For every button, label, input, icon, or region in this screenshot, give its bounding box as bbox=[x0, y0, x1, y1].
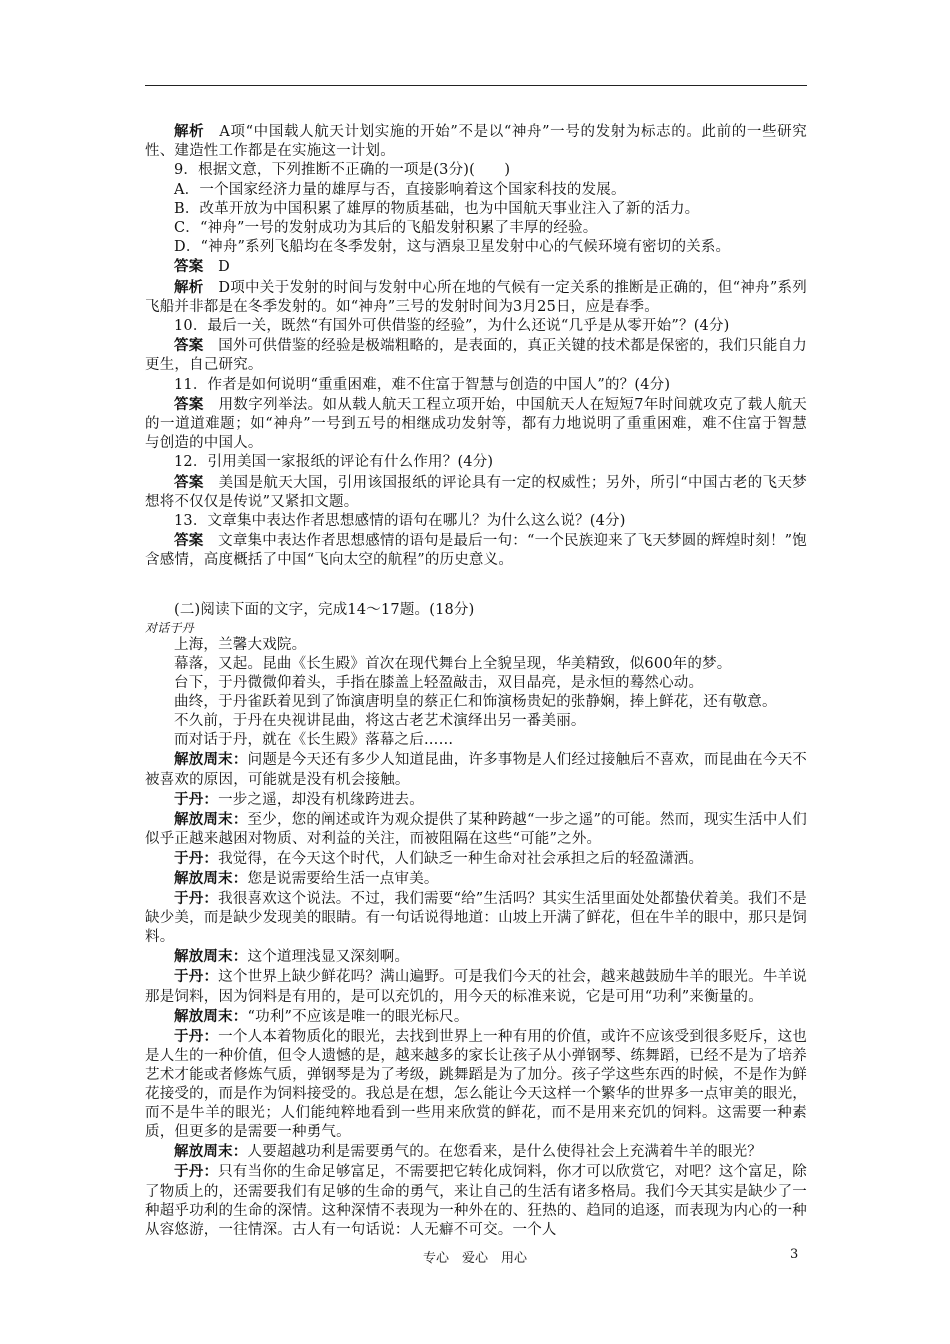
intro-paragraph: 而对话于丹，就在《长生殿》落幕之后…… bbox=[174, 732, 454, 749]
speaker-label: 解放周末： bbox=[174, 948, 248, 966]
speaker-label: 解放周末： bbox=[174, 1143, 248, 1161]
analysis-text: D项中关于发射的时间与发射中心所在地的气候有一定关系的推断是正确的，但“神舟”系列飞船并非都是在冬季发射的。如“神舟”三号的发射时间为3月25日，应是春季。 bbox=[145, 279, 808, 315]
speaker-label: 于丹： bbox=[174, 1027, 219, 1045]
intro-paragraph: 不久前，于丹在央视讲昆曲，将这古老艺术演绎出另一番美丽。 bbox=[174, 713, 586, 730]
q9-option-d: D．“神舟”系列飞船均在冬季发射，这与酒泉卫星发射中心的气候环境有密切的关系。 bbox=[174, 239, 731, 256]
dialogue-text: 我觉得，在今天这个时代，人们缺乏一种生命对社会承担之后的轻盈潇洒。 bbox=[218, 850, 704, 867]
section-heading: (二)阅读下面的文字，完成14～17题。(18分) bbox=[174, 601, 475, 618]
page-number: 3 bbox=[790, 1247, 799, 1262]
answer-label: 答案 bbox=[174, 395, 204, 413]
intro-paragraph: 曲终，于丹雀跃着见到了饰演唐明皇的蔡正仁和饰演杨贵妃的张静娴，捧上鲜花，还有敬意。 bbox=[174, 694, 777, 711]
dialogue-line bbox=[145, 1142, 807, 1162]
section-spacer bbox=[145, 571, 807, 601]
answer-text: 用数字列举法。如从载人航天工程立项开始，中国航天人在短短7年时间就攻克了载人航天的一道道难题；如“神舟”一号到五号的相继成功发射等，都有力地说明了重重困难，难不住富于智慧与创造的中国人。 bbox=[145, 396, 808, 452]
q12-stem: 12．引用美国一家报纸的评论有什么作用？(4分) bbox=[174, 454, 494, 471]
dialogue-line bbox=[145, 750, 807, 789]
dialogue-line bbox=[145, 967, 807, 1006]
intro-paragraph: 台下，于丹微微仰着头，手指在膝盖上轻盈敲击，双目晶亮，是永恒的蓦然心动。 bbox=[174, 675, 704, 692]
speaker-label: 解放周末： bbox=[174, 1007, 248, 1025]
dialogue-text: 一个人本着物质化的眼光，去找到世界上一种有用的价值，或许不应该受到很多贬斥，这也是人生的一种价值，但令人遗憾的是，越来越多的家长让孩子从小弹钢琴、练舞蹈，已经不是为了培养艺术才能或者修炼气质，弹钢琴是为了考级，跳舞蹈是为了加分。孩子学这些东西的时候，不是作为鲜花接受的，而是作为饲料接受的。我总是在想，怎么能让今天这样一个繁华的世界多一点审美的眼光，而不是牛羊的眼光；人们能纯粹地看到一些用来欣赏的鲜花，而不是用来充饥的饲料。这需要一种素质，但更多的是需要一种勇气。 bbox=[145, 1028, 807, 1141]
q9-stem: 9．根据文意，下列推断不正确的一项是(3分)( ) bbox=[174, 162, 511, 179]
dialogue-text: 一步之遥，却没有机缘跨进去。 bbox=[218, 791, 424, 808]
answer-text: 国外可供借鉴的经验是极端粗略的，是表面的，真正关键的技术都是保密的，我们只能自力更生，自己研究。 bbox=[145, 338, 808, 374]
speaker-label: 解放周末： bbox=[174, 810, 248, 828]
q13-stem: 13．文章集中表达作者思想感情的语句在哪儿？为什么这么说？(4分) bbox=[174, 513, 626, 530]
q10-answer bbox=[145, 336, 807, 375]
dialogue-text: 我很喜欢这个说法。不过，我们需要“给”生活吗？其实生活里面处处都蛰伏着美。我们不是缺少美，而是缺少发现美的眼睛。有一句话说得地道：山坡上开满了鲜花，但在牛羊的眼中，那只是饲料。 bbox=[145, 891, 807, 946]
q12-answer bbox=[145, 473, 807, 512]
answer-label: 答案 bbox=[174, 258, 204, 276]
dialogue-line bbox=[145, 947, 807, 967]
intro-paragraph: 上海，兰馨大戏院。 bbox=[174, 636, 307, 653]
dialogue-text: 您是说需要给生活一点审美。 bbox=[247, 871, 439, 887]
dialogue-text: 这个世界上缺少鲜花吗？满山遍野。可是我们今天的社会，越来越鼓励牛羊的眼光。牛羊说那是饲料，因为饲料是有用的，是可以充饥的，用今天的标准来说，它是可用“功利”来衡量的。 bbox=[145, 969, 807, 1005]
q9-option-b: B．改革开放为中国积累了雄厚的物质基础，也为中国航天事业注入了新的活力。 bbox=[174, 200, 700, 217]
dialogue-text: “功利”不应该是唯一的眼光标尺。 bbox=[247, 1008, 469, 1025]
dialogue-line bbox=[145, 849, 807, 869]
analysis-label: 解析 bbox=[174, 123, 205, 140]
dialogue-text: 问题是今天还有多少人知道昆曲，许多事物是人们经过接触后不喜欢，而昆曲在今天不被喜欢的原因，可能就是没有机会接触。 bbox=[145, 752, 807, 788]
q11-stem: 11．作者是如何说明“重重困难，难不住富于智慧与创造的中国人”的？(4分) bbox=[174, 376, 671, 393]
q11-answer bbox=[145, 395, 807, 454]
answer-text: D bbox=[218, 259, 230, 276]
answer-label: 答案 bbox=[174, 532, 204, 550]
speaker-label: 于丹： bbox=[174, 1163, 219, 1181]
speaker-label: 解放周末： bbox=[174, 751, 248, 769]
footer-motto: 专心 爱心 用心 bbox=[422, 1251, 527, 1266]
analysis-label: 解析 bbox=[174, 278, 204, 296]
q9-analysis bbox=[145, 278, 807, 317]
dialogue-text: 只有当你的生命足够富足，不需要把它转化成饲料，你才可以欣赏它，对吧？这个富足，除了物质上的，还需要我们有足够的生命的勇气，来让自己的生活有诸多格局。我们今天其实是缺少了一种超乎功利的生命的深情。这种深情不表现为一种外在的、狂热的、趋同的追逐，而表现为内心的一种从容悠游，一往情深。古人有一句话说：人无癖不可交。一个人 bbox=[145, 1164, 807, 1238]
dialogue-text: 这个道理浅显又深刻啊。 bbox=[247, 949, 410, 966]
q9-option-a: A．一个国家经济力量的雄厚与否，直接影响着这个国家科技的发展。 bbox=[174, 181, 626, 198]
dialogue-line bbox=[145, 810, 807, 849]
speaker-label: 于丹： bbox=[174, 890, 219, 908]
dialogue-line bbox=[145, 869, 807, 889]
dialogue-text: 至少，您的阐述或许为观众提供了某种跨越“一步之遥”的可能。然而，现实生活中人们似乎正越来越困对物质、对利益的关注，而被阻隔在这些“可能”之外。 bbox=[145, 811, 808, 847]
page-content bbox=[145, 122, 807, 1240]
answer-text: 美国是航天大国，引用该国报纸的评论具有一定的权威性；另外，所引“中国古老的飞天梦想将不仅仅是传说”又紧扣文题。 bbox=[145, 474, 807, 510]
dialogue-line bbox=[145, 1007, 807, 1027]
header-rule bbox=[145, 85, 807, 86]
story-body bbox=[145, 636, 807, 1240]
speaker-label: 于丹： bbox=[174, 790, 219, 808]
speaker-label: 于丹： bbox=[174, 968, 219, 986]
q9-option-c: C．“神舟”一号的发射成功为其后的飞船发射积累了丰厚的经验。 bbox=[174, 220, 598, 237]
dialogue-line bbox=[145, 790, 807, 810]
answer-label: 答案 bbox=[174, 473, 204, 491]
speaker-label: 解放周末： bbox=[174, 870, 248, 887]
dialogue-text: 人要超越功利是需要勇气的。在您看来，是什么使得社会上充满着牛羊的眼光？ bbox=[247, 1144, 762, 1161]
q10-stem: 10．最后一关，既然“有国外可供借鉴的经验”，为什么还说“几乎是从零开始”？(4分) bbox=[174, 318, 730, 335]
speaker-label: 于丹： bbox=[174, 849, 219, 867]
answer-label: 答案 bbox=[174, 337, 204, 355]
story-title: 对话于丹 bbox=[145, 620, 194, 635]
dialogue-line bbox=[145, 1027, 807, 1143]
dialogue-line bbox=[145, 889, 807, 947]
intro-paragraph: 幕落，又起。昆曲《长生殿》首次在现代舞台上全貌呈现，华美精致，似600年的梦。 bbox=[174, 655, 732, 672]
q8-analysis bbox=[145, 122, 807, 161]
dialogue-line bbox=[145, 1162, 807, 1239]
analysis-text: A项“中国载人航天计划实施的开始”不是以“神舟”一号的发射为标志的。此前的一些研究性、建造性工作都是在实施这一计划。 bbox=[145, 124, 807, 160]
q13-answer bbox=[145, 531, 807, 570]
answer-text: 文章集中表达作者思想感情的语句是最后一句：“一个民族迎来了飞天梦圆的辉煌时刻！”饱含感情，高度概括了中国“飞向太空的航程”的历史意义。 bbox=[145, 533, 807, 569]
q9-answer bbox=[145, 257, 807, 277]
